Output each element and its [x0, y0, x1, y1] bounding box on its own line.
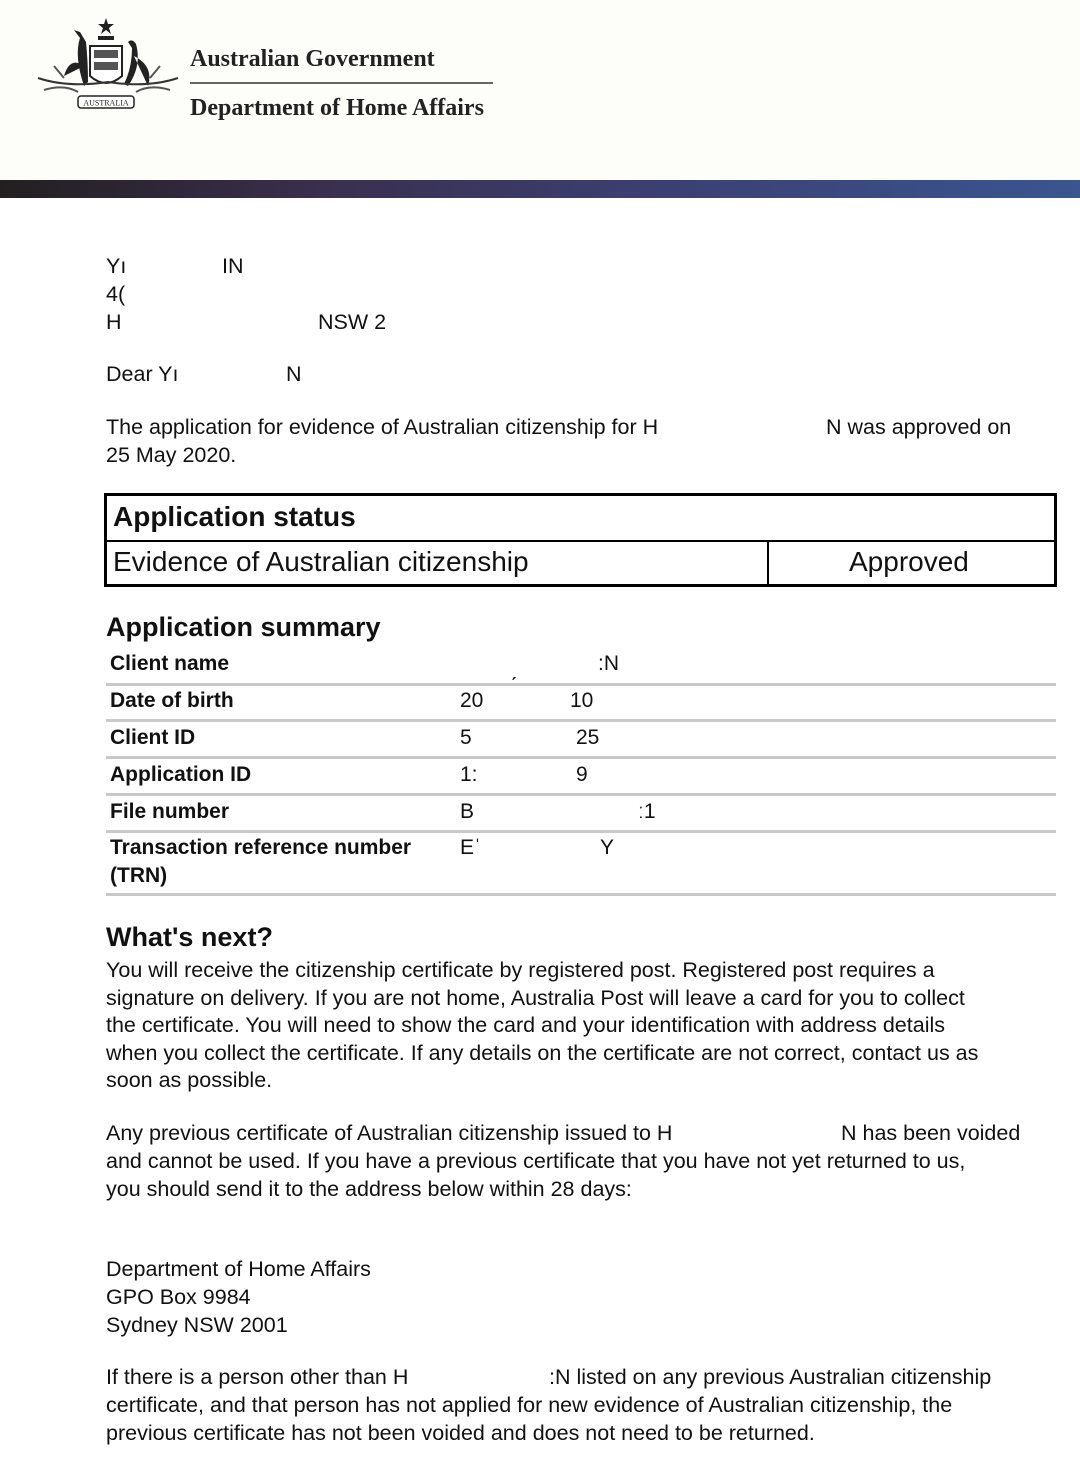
- row-value-application-id-a: 1:: [460, 763, 478, 786]
- row-value-trn-a: Eˈ: [460, 836, 481, 859]
- application-status-box: [104, 493, 1057, 587]
- row-value-client-id-a: 5: [460, 726, 472, 749]
- para1-line: You will receive the citizenship certificate by registered post. Registered post requires a: [106, 958, 935, 982]
- para3-line: previous certificate has not been voided and does not need to be returned.: [106, 1421, 815, 1445]
- para2-line: and cannot be used. If you have a previous certificate that you have not yet returned to us,: [106, 1149, 966, 1173]
- row-divider: [106, 830, 1056, 833]
- whats-next-title: What's next?: [106, 922, 273, 952]
- para1-line: the certificate. You will need to show the card and your identification with address details: [106, 1013, 945, 1037]
- address-line-2: 4(: [106, 282, 126, 306]
- row-label-trn-2: (TRN): [110, 864, 168, 887]
- status-item: Evidence of Australian citizenship: [113, 546, 529, 577]
- row-label-client-id: Client ID: [110, 726, 196, 749]
- address-line-1b: IN: [222, 254, 244, 278]
- row-divider: [106, 893, 1056, 896]
- para1-line: soon as possible.: [106, 1068, 273, 1092]
- summary-title: Application summary: [106, 612, 381, 642]
- para1-line: signature on delivery. If you are not home, Australia Post will leave a card for you to collect: [106, 986, 965, 1010]
- row-label-dob: Date of birth: [110, 689, 234, 712]
- status-cell-divider: [767, 542, 769, 584]
- return-address-line: Sydney NSW 2001: [106, 1313, 288, 1337]
- para2-line-1a: Any previous certificate of Australian citizenship issued to H: [106, 1121, 673, 1145]
- row-label-application-id: Application ID: [110, 763, 252, 786]
- para2-line-1b: N has been voided: [841, 1121, 1021, 1145]
- coat-of-arms-logo: [34, 16, 180, 124]
- greeting-b: N: [286, 362, 302, 386]
- row-value-trn-b: Y: [600, 836, 615, 859]
- org-name: Australian Government: [190, 46, 435, 72]
- status-title: Application status: [113, 501, 356, 532]
- row-divider: [106, 683, 1056, 686]
- svg-text:AUSTRALIA: AUSTRALIA: [83, 98, 129, 108]
- row-value-client-name-a: ˏ: [510, 658, 517, 681]
- para1-line: when you collect the certificate. If any details on the certificate are not correct, contact us as: [106, 1041, 979, 1065]
- row-value-dob-a: 20: [460, 689, 484, 712]
- para3-line: certificate, and that person has not applied for new evidence of Australian citizenship, the: [106, 1393, 953, 1417]
- intro-line-1a: The application for evidence of Australian citizenship for H: [106, 415, 659, 439]
- row-label-client-name: Client name: [110, 652, 230, 675]
- address-line-1a: Yı: [106, 254, 127, 278]
- return-address-line: GPO Box 9984: [106, 1285, 251, 1309]
- row-value-client-name-b: :N: [598, 652, 619, 675]
- row-value-application-id-b: 9: [576, 763, 588, 786]
- row-value-dob-b: 10: [570, 689, 594, 712]
- row-label-file-number: File number: [110, 800, 230, 823]
- row-value-client-id-b: 25: [576, 726, 600, 749]
- intro-line-1b: N was approved on: [826, 415, 1012, 439]
- para3-line-1b: :N listed on any previous Australian citizenship: [549, 1365, 992, 1389]
- intro-line-2: 25 May 2020.: [106, 443, 237, 467]
- greeting-a: Dear Yı: [106, 362, 179, 386]
- row-value-file-number-a: B: [460, 800, 475, 823]
- return-address-line: Department of Home Affairs: [106, 1257, 371, 1281]
- para2-line: you should send it to the address below within 28 days:: [106, 1177, 632, 1201]
- status-badge: Approved: [849, 546, 969, 577]
- row-divider: [106, 719, 1056, 722]
- row-value-file-number-b: ː1: [638, 800, 656, 823]
- header-divider: [190, 82, 493, 84]
- row-divider: [106, 793, 1056, 796]
- row-label-trn: Transaction reference number: [110, 836, 412, 859]
- para3-line-1a: If there is a person other than H: [106, 1365, 409, 1389]
- header-bar: [0, 180, 1080, 198]
- department-name: Department of Home Affairs: [190, 95, 484, 121]
- address-line-3b: NSW 2: [318, 310, 387, 334]
- row-divider: [106, 756, 1056, 759]
- address-line-3a: H: [106, 310, 122, 334]
